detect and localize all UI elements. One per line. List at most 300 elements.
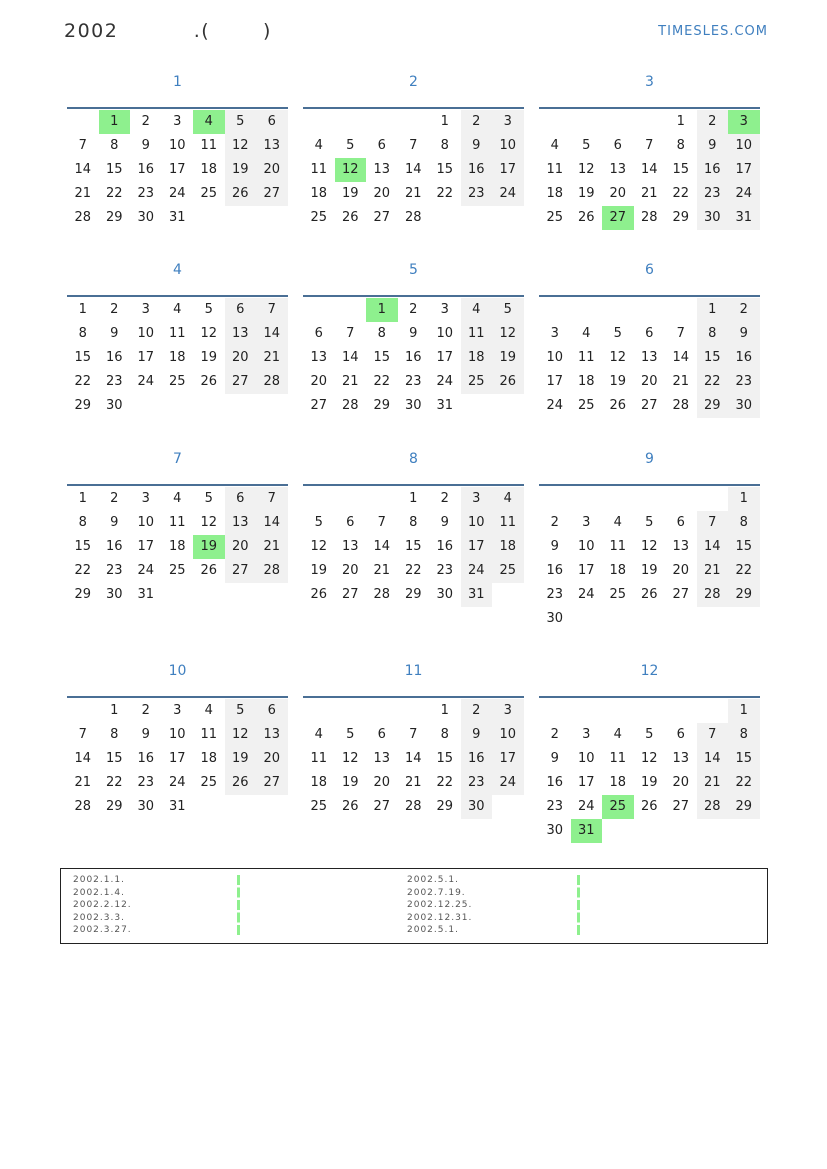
weekend-cell[interactable]: 17 bbox=[728, 158, 760, 182]
weekend-cell[interactable]: 30 bbox=[461, 795, 493, 819]
day-cell[interactable]: 3 bbox=[582, 515, 591, 530]
day-cell[interactable]: 17 bbox=[137, 539, 155, 554]
day-cell[interactable]: 5 bbox=[314, 515, 323, 530]
weekend-cell[interactable]: 28 bbox=[697, 583, 729, 607]
day-cell[interactable]: 6 bbox=[645, 326, 654, 341]
day-cell[interactable]: 2 bbox=[141, 114, 150, 129]
weekend-cell[interactable]: 27 bbox=[225, 370, 257, 394]
day-cell[interactable]: 9 bbox=[110, 326, 119, 341]
day-cell[interactable]: 20 bbox=[341, 563, 359, 578]
day-cell[interactable]: 21 bbox=[74, 186, 92, 201]
day-cell[interactable]: 23 bbox=[404, 374, 422, 389]
day-cell[interactable]: 25 bbox=[168, 374, 186, 389]
day-cell[interactable]: 28 bbox=[404, 210, 422, 225]
weekend-cell[interactable]: 10 bbox=[461, 511, 493, 535]
weekend-cell[interactable]: 1 bbox=[728, 487, 760, 511]
weekend-cell[interactable]: 1 bbox=[697, 298, 729, 322]
weekend-cell[interactable]: 13 bbox=[225, 322, 257, 346]
day-cell[interactable]: 7 bbox=[645, 138, 654, 153]
day-cell[interactable]: 14 bbox=[74, 751, 92, 766]
day-cell[interactable]: 14 bbox=[672, 350, 690, 365]
weekend-cell[interactable]: 6 bbox=[256, 699, 288, 723]
weekend-cell[interactable]: 20 bbox=[225, 535, 257, 559]
day-cell[interactable]: 3 bbox=[173, 703, 182, 718]
weekend-cell[interactable]: 4 bbox=[492, 487, 524, 511]
weekend-cell[interactable]: 14 bbox=[697, 747, 729, 771]
weekend-cell[interactable]: 29 bbox=[728, 795, 760, 819]
day-cell[interactable]: 11 bbox=[168, 515, 186, 530]
day-cell[interactable]: 5 bbox=[346, 727, 355, 742]
day-cell[interactable]: 4 bbox=[550, 138, 559, 153]
day-cell[interactable]: 29 bbox=[74, 587, 92, 602]
day-cell[interactable]: 12 bbox=[640, 539, 658, 554]
day-cell[interactable]: 21 bbox=[373, 563, 391, 578]
weekend-cell[interactable]: 15 bbox=[728, 747, 760, 771]
day-cell[interactable]: 17 bbox=[168, 751, 186, 766]
day-cell[interactable]: 8 bbox=[440, 727, 449, 742]
day-cell[interactable]: 14 bbox=[373, 539, 391, 554]
day-cell[interactable]: 22 bbox=[436, 775, 454, 790]
day-cell[interactable]: 28 bbox=[640, 210, 658, 225]
weekend-cell[interactable]: 20 bbox=[225, 346, 257, 370]
weekend-cell[interactable]: 7 bbox=[256, 298, 288, 322]
weekend-cell[interactable]: 28 bbox=[256, 370, 288, 394]
weekend-cell[interactable]: 22 bbox=[697, 370, 729, 394]
day-cell[interactable]: 5 bbox=[645, 515, 654, 530]
weekend-cell[interactable]: 16 bbox=[461, 158, 493, 182]
day-cell[interactable]: 22 bbox=[74, 563, 92, 578]
day-cell[interactable]: 5 bbox=[582, 138, 591, 153]
day-cell[interactable]: 23 bbox=[436, 563, 454, 578]
day-cell[interactable]: 30 bbox=[105, 587, 123, 602]
weekend-cell[interactable]: 23 bbox=[697, 182, 729, 206]
day-cell[interactable]: 12 bbox=[200, 515, 218, 530]
day-cell[interactable]: 26 bbox=[200, 563, 218, 578]
day-cell[interactable]: 28 bbox=[341, 398, 359, 413]
weekend-cell[interactable]: 19 bbox=[492, 346, 524, 370]
day-cell[interactable]: 2 bbox=[110, 491, 119, 506]
day-cell[interactable]: 5 bbox=[645, 727, 654, 742]
weekend-cell[interactable]: 19 bbox=[225, 158, 257, 182]
day-cell[interactable]: 9 bbox=[440, 515, 449, 530]
day-cell[interactable]: 26 bbox=[609, 398, 627, 413]
day-cell[interactable]: 30 bbox=[404, 398, 422, 413]
weekend-cell[interactable]: 27 bbox=[256, 182, 288, 206]
day-cell[interactable]: 6 bbox=[314, 326, 323, 341]
day-cell[interactable]: 6 bbox=[613, 138, 622, 153]
weekend-cell[interactable]: 3 bbox=[461, 487, 493, 511]
day-cell[interactable]: 11 bbox=[609, 751, 627, 766]
day-cell[interactable]: 4 bbox=[613, 727, 622, 742]
day-cell[interactable]: 3 bbox=[582, 727, 591, 742]
holiday-cell[interactable]: 31 bbox=[571, 819, 603, 843]
day-cell[interactable]: 28 bbox=[373, 587, 391, 602]
weekend-cell[interactable]: 8 bbox=[697, 322, 729, 346]
weekend-cell[interactable]: 8 bbox=[728, 511, 760, 535]
day-cell[interactable]: 6 bbox=[676, 515, 685, 530]
day-cell[interactable]: 18 bbox=[200, 751, 218, 766]
day-cell[interactable]: 27 bbox=[373, 210, 391, 225]
day-cell[interactable]: 15 bbox=[74, 539, 92, 554]
day-cell[interactable]: 28 bbox=[74, 210, 92, 225]
day-cell[interactable]: 22 bbox=[436, 186, 454, 201]
day-cell[interactable]: 12 bbox=[341, 751, 359, 766]
day-cell[interactable]: 23 bbox=[137, 186, 155, 201]
day-cell[interactable]: 27 bbox=[373, 799, 391, 814]
holiday-cell[interactable]: 12 bbox=[335, 158, 367, 182]
holiday-cell[interactable]: 1 bbox=[366, 298, 398, 322]
weekend-cell[interactable]: 11 bbox=[492, 511, 524, 535]
weekend-cell[interactable]: 10 bbox=[728, 134, 760, 158]
day-cell[interactable]: 19 bbox=[640, 775, 658, 790]
day-cell[interactable]: 1 bbox=[676, 114, 685, 129]
day-cell[interactable]: 11 bbox=[310, 162, 328, 177]
day-cell[interactable]: 3 bbox=[550, 326, 559, 341]
day-cell[interactable]: 29 bbox=[404, 587, 422, 602]
day-cell[interactable]: 16 bbox=[404, 350, 422, 365]
weekend-cell[interactable]: 12 bbox=[225, 723, 257, 747]
weekend-cell[interactable]: 9 bbox=[697, 134, 729, 158]
weekend-cell[interactable]: 23 bbox=[461, 182, 493, 206]
day-cell[interactable]: 20 bbox=[640, 374, 658, 389]
day-cell[interactable]: 5 bbox=[204, 302, 213, 317]
day-cell[interactable]: 17 bbox=[577, 775, 595, 790]
day-cell[interactable]: 23 bbox=[137, 775, 155, 790]
day-cell[interactable]: 30 bbox=[546, 611, 564, 626]
weekend-cell[interactable]: 17 bbox=[461, 535, 493, 559]
day-cell[interactable]: 25 bbox=[200, 186, 218, 201]
day-cell[interactable]: 13 bbox=[672, 539, 690, 554]
weekend-cell[interactable]: 10 bbox=[492, 723, 524, 747]
day-cell[interactable]: 8 bbox=[110, 727, 119, 742]
weekend-cell[interactable]: 7 bbox=[697, 723, 729, 747]
weekend-cell[interactable]: 2 bbox=[697, 110, 729, 134]
day-cell[interactable]: 26 bbox=[310, 587, 328, 602]
day-cell[interactable]: 16 bbox=[546, 775, 564, 790]
day-cell[interactable]: 10 bbox=[577, 539, 595, 554]
day-cell[interactable]: 3 bbox=[173, 114, 182, 129]
day-cell[interactable]: 1 bbox=[110, 703, 119, 718]
day-cell[interactable]: 19 bbox=[341, 775, 359, 790]
day-cell[interactable]: 13 bbox=[640, 350, 658, 365]
day-cell[interactable]: 29 bbox=[105, 210, 123, 225]
weekend-cell[interactable]: 8 bbox=[728, 723, 760, 747]
day-cell[interactable]: 25 bbox=[310, 210, 328, 225]
day-cell[interactable]: 22 bbox=[74, 374, 92, 389]
weekend-cell[interactable]: 5 bbox=[225, 110, 257, 134]
day-cell[interactable]: 26 bbox=[341, 210, 359, 225]
day-cell[interactable]: 14 bbox=[404, 751, 422, 766]
weekend-cell[interactable]: 4 bbox=[461, 298, 493, 322]
day-cell[interactable]: 18 bbox=[310, 186, 328, 201]
weekend-cell[interactable]: 24 bbox=[492, 771, 524, 795]
weekend-cell[interactable]: 21 bbox=[256, 346, 288, 370]
day-cell[interactable]: 7 bbox=[676, 326, 685, 341]
day-cell[interactable]: 21 bbox=[404, 186, 422, 201]
weekend-cell[interactable]: 3 bbox=[492, 699, 524, 723]
day-cell[interactable]: 16 bbox=[105, 350, 123, 365]
weekend-cell[interactable]: 20 bbox=[256, 747, 288, 771]
day-cell[interactable]: 10 bbox=[546, 350, 564, 365]
day-cell[interactable]: 24 bbox=[577, 587, 595, 602]
day-cell[interactable]: 15 bbox=[105, 162, 123, 177]
day-cell[interactable]: 15 bbox=[436, 751, 454, 766]
day-cell[interactable]: 19 bbox=[640, 563, 658, 578]
day-cell[interactable]: 8 bbox=[377, 326, 386, 341]
weekend-cell[interactable]: 16 bbox=[728, 346, 760, 370]
day-cell[interactable]: 5 bbox=[204, 491, 213, 506]
day-cell[interactable]: 19 bbox=[609, 374, 627, 389]
day-cell[interactable]: 6 bbox=[377, 727, 386, 742]
day-cell[interactable]: 11 bbox=[200, 727, 218, 742]
weekend-cell[interactable]: 19 bbox=[225, 747, 257, 771]
day-cell[interactable]: 13 bbox=[341, 539, 359, 554]
day-cell[interactable]: 24 bbox=[546, 398, 564, 413]
day-cell[interactable]: 12 bbox=[609, 350, 627, 365]
day-cell[interactable]: 24 bbox=[137, 374, 155, 389]
day-cell[interactable]: 13 bbox=[672, 751, 690, 766]
day-cell[interactable]: 18 bbox=[609, 563, 627, 578]
day-cell[interactable]: 30 bbox=[137, 210, 155, 225]
weekend-cell[interactable]: 27 bbox=[256, 771, 288, 795]
weekend-cell[interactable]: 11 bbox=[461, 322, 493, 346]
weekend-cell[interactable]: 15 bbox=[697, 346, 729, 370]
holiday-cell[interactable]: 19 bbox=[193, 535, 225, 559]
weekend-cell[interactable]: 21 bbox=[697, 559, 729, 583]
day-cell[interactable]: 9 bbox=[550, 539, 559, 554]
day-cell[interactable]: 16 bbox=[436, 539, 454, 554]
day-cell[interactable]: 26 bbox=[640, 587, 658, 602]
day-cell[interactable]: 29 bbox=[373, 398, 391, 413]
day-cell[interactable]: 31 bbox=[436, 398, 454, 413]
day-cell[interactable]: 25 bbox=[546, 210, 564, 225]
day-cell[interactable]: 23 bbox=[105, 563, 123, 578]
day-cell[interactable]: 12 bbox=[310, 539, 328, 554]
day-cell[interactable]: 4 bbox=[582, 326, 591, 341]
day-cell[interactable]: 9 bbox=[550, 751, 559, 766]
day-cell[interactable]: 25 bbox=[168, 563, 186, 578]
day-cell[interactable]: 5 bbox=[346, 138, 355, 153]
weekend-cell[interactable]: 5 bbox=[492, 298, 524, 322]
day-cell[interactable]: 17 bbox=[168, 162, 186, 177]
weekend-cell[interactable]: 2 bbox=[728, 298, 760, 322]
day-cell[interactable]: 24 bbox=[436, 374, 454, 389]
day-cell[interactable]: 30 bbox=[436, 587, 454, 602]
day-cell[interactable]: 19 bbox=[577, 186, 595, 201]
day-cell[interactable]: 13 bbox=[609, 162, 627, 177]
day-cell[interactable]: 23 bbox=[546, 799, 564, 814]
day-cell[interactable]: 20 bbox=[310, 374, 328, 389]
day-cell[interactable]: 11 bbox=[200, 138, 218, 153]
day-cell[interactable]: 11 bbox=[577, 350, 595, 365]
weekend-cell[interactable]: 18 bbox=[461, 346, 493, 370]
day-cell[interactable]: 15 bbox=[105, 751, 123, 766]
day-cell[interactable]: 10 bbox=[137, 326, 155, 341]
weekend-cell[interactable]: 28 bbox=[256, 559, 288, 583]
weekend-cell[interactable]: 14 bbox=[256, 511, 288, 535]
weekend-cell[interactable]: 12 bbox=[492, 322, 524, 346]
day-cell[interactable]: 13 bbox=[373, 162, 391, 177]
day-cell[interactable]: 29 bbox=[672, 210, 690, 225]
day-cell[interactable]: 21 bbox=[672, 374, 690, 389]
day-cell[interactable]: 2 bbox=[440, 491, 449, 506]
holiday-cell[interactable]: 25 bbox=[602, 795, 634, 819]
day-cell[interactable]: 27 bbox=[672, 587, 690, 602]
weekend-cell[interactable]: 17 bbox=[492, 747, 524, 771]
day-cell[interactable]: 29 bbox=[74, 398, 92, 413]
weekend-cell[interactable]: 25 bbox=[492, 559, 524, 583]
day-cell[interactable]: 17 bbox=[546, 374, 564, 389]
day-cell[interactable]: 26 bbox=[577, 210, 595, 225]
day-cell[interactable]: 14 bbox=[640, 162, 658, 177]
day-cell[interactable]: 7 bbox=[78, 727, 87, 742]
weekend-cell[interactable]: 27 bbox=[225, 559, 257, 583]
day-cell[interactable]: 22 bbox=[373, 374, 391, 389]
day-cell[interactable]: 19 bbox=[341, 186, 359, 201]
weekend-cell[interactable]: 17 bbox=[492, 158, 524, 182]
day-cell[interactable]: 24 bbox=[577, 799, 595, 814]
weekend-cell[interactable]: 20 bbox=[256, 158, 288, 182]
weekend-cell[interactable]: 21 bbox=[697, 771, 729, 795]
day-cell[interactable]: 15 bbox=[404, 539, 422, 554]
day-cell[interactable]: 10 bbox=[168, 138, 186, 153]
weekend-cell[interactable]: 24 bbox=[461, 559, 493, 583]
day-cell[interactable]: 3 bbox=[141, 302, 150, 317]
weekend-cell[interactable]: 24 bbox=[728, 182, 760, 206]
weekend-cell[interactable]: 1 bbox=[728, 699, 760, 723]
day-cell[interactable]: 27 bbox=[640, 398, 658, 413]
day-cell[interactable]: 6 bbox=[377, 138, 386, 153]
day-cell[interactable]: 22 bbox=[404, 563, 422, 578]
day-cell[interactable]: 2 bbox=[141, 703, 150, 718]
day-cell[interactable]: 31 bbox=[137, 587, 155, 602]
day-cell[interactable]: 16 bbox=[137, 162, 155, 177]
day-cell[interactable]: 14 bbox=[404, 162, 422, 177]
holiday-cell[interactable]: 1 bbox=[99, 110, 131, 134]
day-cell[interactable]: 30 bbox=[546, 823, 564, 838]
day-cell[interactable]: 23 bbox=[546, 587, 564, 602]
day-cell[interactable]: 18 bbox=[577, 374, 595, 389]
day-cell[interactable]: 2 bbox=[550, 727, 559, 742]
day-cell[interactable]: 7 bbox=[409, 138, 418, 153]
day-cell[interactable]: 7 bbox=[78, 138, 87, 153]
day-cell[interactable]: 11 bbox=[546, 162, 564, 177]
weekend-cell[interactable]: 6 bbox=[256, 110, 288, 134]
weekend-cell[interactable]: 16 bbox=[461, 747, 493, 771]
day-cell[interactable]: 17 bbox=[137, 350, 155, 365]
day-cell[interactable]: 21 bbox=[404, 775, 422, 790]
day-cell[interactable]: 8 bbox=[440, 138, 449, 153]
day-cell[interactable]: 7 bbox=[409, 727, 418, 742]
brand-logo-text[interactable]: TIMESLES.COM bbox=[658, 24, 768, 39]
weekend-cell[interactable]: 30 bbox=[697, 206, 729, 230]
weekend-cell[interactable]: 16 bbox=[697, 158, 729, 182]
holiday-cell[interactable]: 27 bbox=[602, 206, 634, 230]
weekend-cell[interactable]: 23 bbox=[461, 771, 493, 795]
day-cell[interactable]: 2 bbox=[110, 302, 119, 317]
day-cell[interactable]: 15 bbox=[74, 350, 92, 365]
day-cell[interactable]: 8 bbox=[110, 138, 119, 153]
weekend-cell[interactable]: 29 bbox=[697, 394, 729, 418]
day-cell[interactable]: 19 bbox=[310, 563, 328, 578]
weekend-cell[interactable]: 26 bbox=[225, 771, 257, 795]
day-cell[interactable]: 19 bbox=[200, 350, 218, 365]
day-cell[interactable]: 4 bbox=[173, 491, 182, 506]
day-cell[interactable]: 9 bbox=[141, 727, 150, 742]
day-cell[interactable]: 1 bbox=[440, 114, 449, 129]
weekend-cell[interactable]: 31 bbox=[728, 206, 760, 230]
day-cell[interactable]: 11 bbox=[168, 326, 186, 341]
day-cell[interactable]: 17 bbox=[436, 350, 454, 365]
day-cell[interactable]: 4 bbox=[314, 727, 323, 742]
day-cell[interactable]: 15 bbox=[672, 162, 690, 177]
day-cell[interactable]: 25 bbox=[200, 775, 218, 790]
day-cell[interactable]: 20 bbox=[373, 775, 391, 790]
day-cell[interactable]: 7 bbox=[377, 515, 386, 530]
day-cell[interactable]: 15 bbox=[436, 162, 454, 177]
day-cell[interactable]: 1 bbox=[409, 491, 418, 506]
day-cell[interactable]: 28 bbox=[404, 799, 422, 814]
day-cell[interactable]: 17 bbox=[577, 563, 595, 578]
day-cell[interactable]: 14 bbox=[74, 162, 92, 177]
weekend-cell[interactable]: 9 bbox=[461, 134, 493, 158]
weekend-cell[interactable]: 7 bbox=[697, 511, 729, 535]
day-cell[interactable]: 8 bbox=[78, 326, 87, 341]
day-cell[interactable]: 10 bbox=[168, 727, 186, 742]
weekend-cell[interactable]: 2 bbox=[461, 699, 493, 723]
day-cell[interactable]: 27 bbox=[310, 398, 328, 413]
weekend-cell[interactable]: 14 bbox=[697, 535, 729, 559]
day-cell[interactable]: 18 bbox=[546, 186, 564, 201]
weekend-cell[interactable]: 24 bbox=[492, 182, 524, 206]
day-cell[interactable]: 9 bbox=[409, 326, 418, 341]
weekend-cell[interactable]: 26 bbox=[492, 370, 524, 394]
weekend-cell[interactable]: 13 bbox=[225, 511, 257, 535]
day-cell[interactable]: 20 bbox=[609, 186, 627, 201]
day-cell[interactable]: 27 bbox=[341, 587, 359, 602]
day-cell[interactable]: 31 bbox=[168, 210, 186, 225]
day-cell[interactable]: 7 bbox=[346, 326, 355, 341]
day-cell[interactable]: 21 bbox=[341, 374, 359, 389]
weekend-cell[interactable]: 9 bbox=[461, 723, 493, 747]
day-cell[interactable]: 21 bbox=[640, 186, 658, 201]
weekend-cell[interactable]: 30 bbox=[728, 394, 760, 418]
holiday-cell[interactable]: 3 bbox=[728, 110, 760, 134]
day-cell[interactable]: 20 bbox=[672, 563, 690, 578]
day-cell[interactable]: 9 bbox=[110, 515, 119, 530]
weekend-cell[interactable]: 12 bbox=[225, 134, 257, 158]
weekend-cell[interactable]: 15 bbox=[728, 535, 760, 559]
day-cell[interactable]: 8 bbox=[676, 138, 685, 153]
day-cell[interactable]: 18 bbox=[310, 775, 328, 790]
day-cell[interactable]: 8 bbox=[409, 515, 418, 530]
weekend-cell[interactable]: 10 bbox=[492, 134, 524, 158]
day-cell[interactable]: 16 bbox=[546, 563, 564, 578]
day-cell[interactable]: 22 bbox=[105, 186, 123, 201]
weekend-cell[interactable]: 13 bbox=[256, 134, 288, 158]
day-cell[interactable]: 1 bbox=[78, 302, 87, 317]
day-cell[interactable]: 30 bbox=[105, 398, 123, 413]
day-cell[interactable]: 23 bbox=[105, 374, 123, 389]
day-cell[interactable]: 26 bbox=[640, 799, 658, 814]
day-cell[interactable]: 29 bbox=[105, 799, 123, 814]
day-cell[interactable]: 11 bbox=[609, 539, 627, 554]
weekend-cell[interactable]: 6 bbox=[225, 298, 257, 322]
day-cell[interactable]: 11 bbox=[310, 751, 328, 766]
day-cell[interactable]: 16 bbox=[137, 751, 155, 766]
day-cell[interactable]: 22 bbox=[105, 775, 123, 790]
holiday-cell[interactable]: 4 bbox=[193, 110, 225, 134]
